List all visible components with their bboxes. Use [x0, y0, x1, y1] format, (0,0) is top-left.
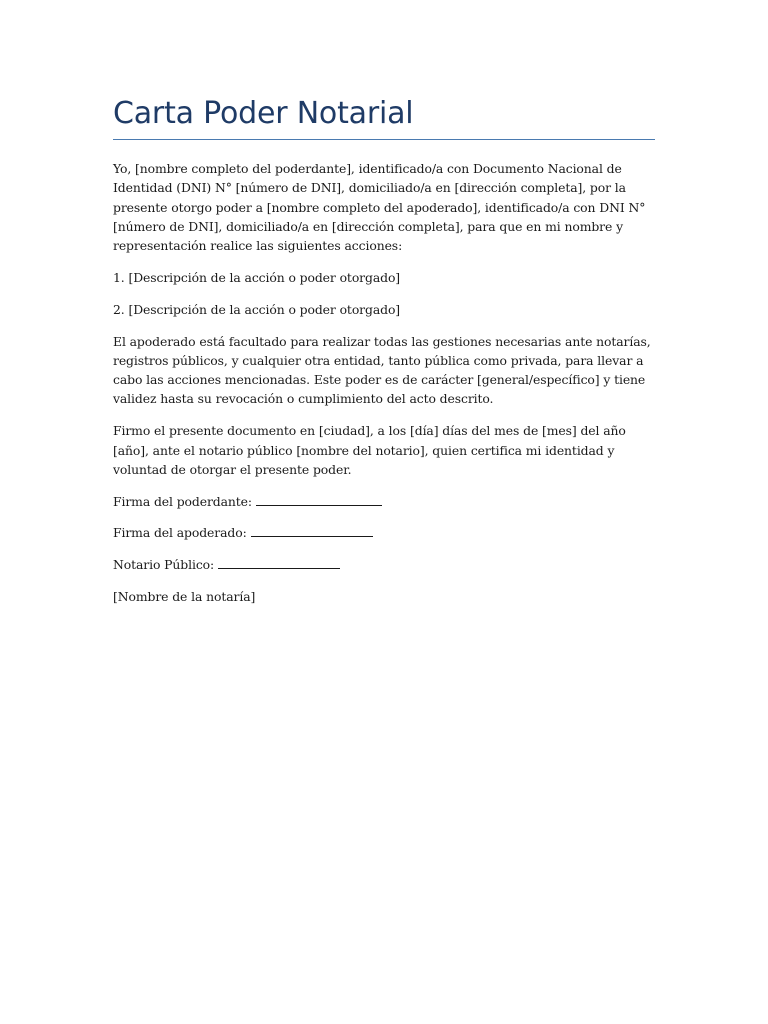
grantor-signature-line — [256, 492, 382, 506]
action-item-1: 1. [Descripción de la acción o poder otorgado] — [113, 269, 401, 285]
notary-signature-line — [218, 555, 340, 569]
grantor-signature-label: Firma del poderdante: — [113, 493, 252, 509]
attorney-signature-line — [251, 523, 373, 537]
document-page — [113, 92, 655, 619]
title-divider — [113, 139, 655, 140]
intro-paragraph: Yo, [nombre completo del poderdante], identificado/a con Documento Nacional de Identidad (DNI) N° [número de DNI], domiciliado/a en [dirección completa], por la presente otorgo poder a [nombre completo del apoderado], identificado/a con DNI N° [número de DNI], domiciliado/a en [dirección completa], para que en mi nombre y representación realice las siguientes acciones: — [113, 161, 646, 254]
closing-paragraph: Firmo el presente documento en [ciudad], a los [día] días del mes de [mes] del año [año], ante el notario público [nombre del notario], quien certifica mi identidad y voluntad de otorgar el presente poder. — [113, 423, 626, 477]
action-item-2: 2. [Descripción de la acción o poder otorgado] — [113, 301, 401, 317]
attorney-signature-label: Firma del apoderado: — [113, 525, 247, 541]
attorney-signature — [113, 523, 655, 542]
notary-office-name: [Nombre de la notaría] — [113, 589, 256, 605]
grantor-signature — [113, 492, 655, 511]
notary-signature-label: Notario Público: — [113, 557, 215, 573]
powers-paragraph: El apoderado está facultado para realizar todas las gestiones necesarias ante notarías, registros públicos, y cualquier otra entidad, tanto pública como privada, para llevar a cabo las acciones mencionadas. Este poder es de carácter [general/específico] y tiene validez hasta su revocación o cumplimiento del acto descrito. — [113, 333, 651, 407]
notary-signature — [113, 555, 655, 574]
document-title: Carta Poder Notarial — [113, 96, 414, 131]
